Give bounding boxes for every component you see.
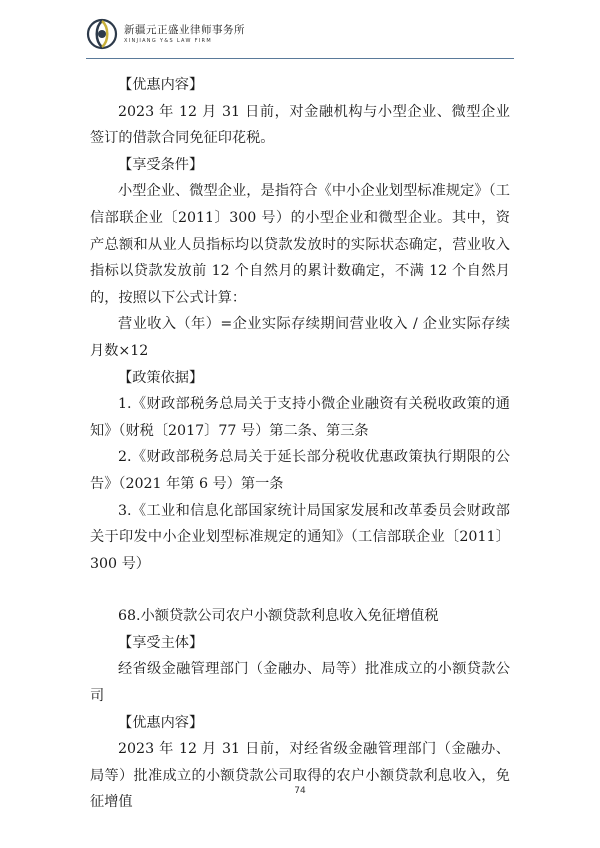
formula-paragraph: 营业收入（年）=企业实际存续期间营业收入 / 企业实际存续月数×12 [90,316,510,359]
section-heading: 【优惠内容】 [118,77,204,93]
document-body [90,72,510,816]
section-heading: 【优惠内容】 [118,714,204,731]
policy-item: 2.《财政部税务总局关于延长部分税收优惠政策执行期限的公告》（2021 年第 6 号）第一条 [90,449,510,492]
section-heading: 【享受主体】 [118,634,204,651]
paragraph: 2023 年 12 月 31 日前，对经省级金融管理部门（金融办、局等）批准成立的小额贷款公司取得的农户小额贷款利息收入，免征增值 [90,741,510,811]
paragraph: 2023 年 12 月 31 日前，对金融机构与小型企业、微型企业签订的借款合同免征印花税。 [90,103,510,147]
firm-name [124,24,245,45]
firm-name-en: XINJIANG Y&S LAW FIRM [124,37,212,44]
section-heading: 【政策依据】 [118,369,204,386]
policy-item: 1.《财政部税务总局关于支持小微企业融资有关税收政策的通知》（财税〔2017〕77 号）第二条、第三条 [90,396,510,439]
paragraph: 经省级金融管理部门（金融办、局等）批准成立的小额贷款公司 [90,661,510,705]
firm-name-cn: 新疆元正盛业律师事务所 [124,23,245,36]
page-header [86,12,245,56]
paragraph: 小型企业、微型企业，是指符合《中小企业划型标准规定》（工信部联企业〔2011〕300 号）的小型企业和微型企业。其中，资产总额和从业人员指标均以贷款发放时的实际状态确定，营业收入指标以贷款发放前 12 个自然月的累计数确定，不满 12 个自然月的，按照以下公式计算： [90,183,510,306]
swirl-logo-icon [86,18,118,50]
header-divider [86,58,514,59]
spacer [90,577,510,603]
policy-item: 3.《工业和信息化部国家统计局国家发展和改革委员会财政部关于印发中小企业划型标准规定的通知》（工信部联企业〔2011〕300 号） [90,502,510,572]
page-number: 74 [294,786,306,796]
section-heading: 【享受条件】 [118,156,204,173]
item-title: 68.小额贷款公司农户小额贷款利息收入免征增值税 [118,608,439,625]
